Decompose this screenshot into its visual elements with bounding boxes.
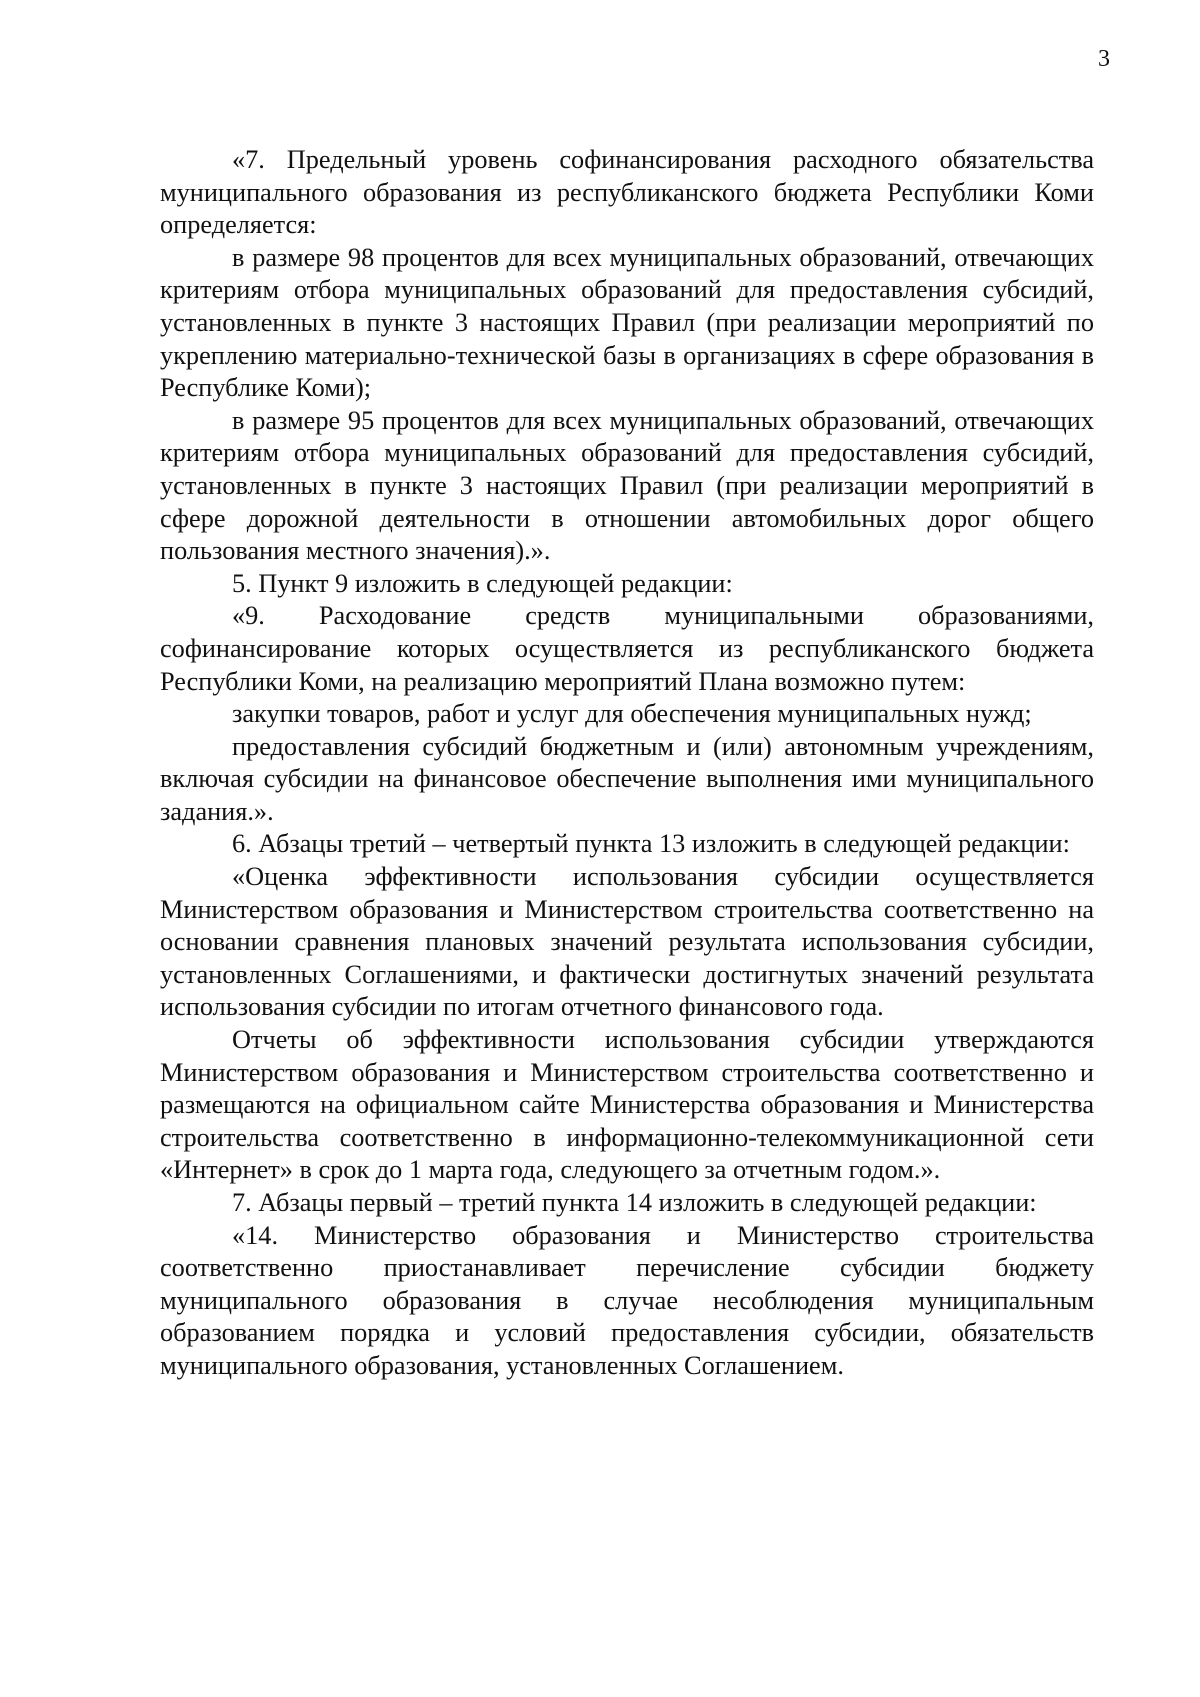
paragraph-98-percent: в размере 98 процентов для всех муниципальных образований, отвечающих критериям отбора муниципальных образований для предоставления субсидий, установленных в пункте 3 настоящих Правил (при реализации мероприятий по укреплению материально-технической базы в организациях в сфере образования в Республике Коми); bbox=[160, 242, 1094, 403]
paragraph-item-5: 5. Пункт 9 изложить в следующей редакции: bbox=[232, 568, 733, 598]
document-body bbox=[160, 144, 1094, 1383]
paragraph-item-7: 7. Абзацы первый – третий пункта 14 изложить в следующей редакции: bbox=[232, 1188, 1037, 1217]
paragraph-spending-methods: «9. Расходование средств муниципальными образованиями, софинансирование которых осуществляется из республиканского бюджета Республики Коми, на реализацию мероприятий Плана возможно путем: bbox=[160, 601, 1094, 696]
paragraph-cofinancing-level: «7. Предельный уровень софинансирования расходного обязательства муниципального образования из республиканского бюджета Республики Коми определяется: bbox=[160, 145, 1094, 240]
page-number: 3 bbox=[1098, 46, 1110, 72]
paragraph-item-6: 6. Абзацы третий – четвертый пункта 13 изложить в следующей редакции: bbox=[232, 829, 1070, 859]
paragraph-suspension: «14. Министерство образования и Министерство строительства соответственно приостанавливает перечисление субсидии бюджету муниципального образования в случае несоблюдения муниципальным образованием порядка и условий предоставления субсидии, обязательств муниципального образования, установленных Соглашением. bbox=[160, 1220, 1094, 1380]
paragraph-procurement: закупки товаров, работ и услуг для обеспечения муниципальных нужд; bbox=[232, 699, 1032, 729]
paragraph-efficiency-evaluation: «Оценка эффективности использования субсидии осуществляется Министерством образования и Министерством строительства соответственно на основании сравнения плановых значений результата использования субсидии, установленных Соглашениями, и фактически достигнутых значений результата использования субсидии по итогам отчетного финансового года. bbox=[160, 862, 1094, 1022]
paragraph-95-percent: в размере 95 процентов для всех муниципальных образований, отвечающих критериям отбора муниципальных образований для предоставления субсидий, установленных в пункте 3 настоящих Правил (при реализации мероприятий в сфере дорожной деятельности в отношении автомобильных дорог общего пользования местного значения).». bbox=[160, 405, 1094, 566]
paragraph-subsidies-institutions: предоставления субсидий бюджетным и (или) автономным учреждениям, включая субсидии на финансовое обеспечение выполнения ими муниципального задания.». bbox=[160, 731, 1094, 826]
paragraph-efficiency-reports: Отчеты об эффективности использования субсидии утверждаются Министерством образования и Министерством строительства соответственно и размещаются на официальном сайте Министерства образования и Министерства строительства соответственно в информационно-телекоммуникационной сети «Интернет» в срок до 1 марта года, следующего за отчетным годом.». bbox=[160, 1025, 1094, 1185]
